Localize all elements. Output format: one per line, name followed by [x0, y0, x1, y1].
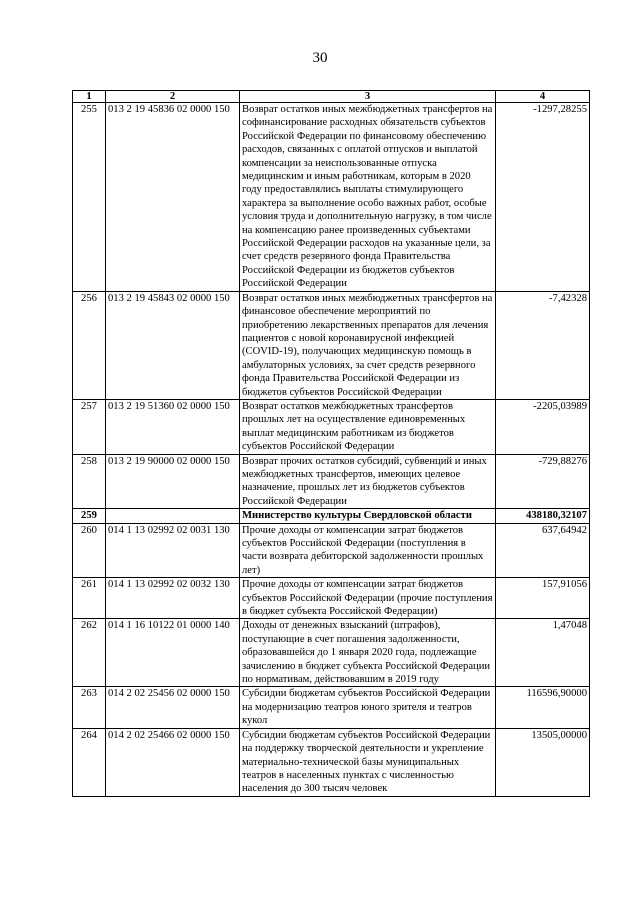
header-col-4: 4 [496, 91, 590, 103]
table-row [73, 728, 590, 796]
table-row [73, 454, 590, 509]
header-col-1: 1 [73, 91, 106, 103]
amount: 637,64942 [496, 523, 590, 578]
table-row [73, 399, 590, 454]
amount: 1,47048 [496, 619, 590, 687]
table-row [73, 291, 590, 399]
header-col-3: 3 [240, 91, 496, 103]
amount: -1297,28255 [496, 103, 590, 292]
section-title: Министерство культуры Свердловской области [240, 509, 496, 523]
row-number: 256 [73, 291, 106, 399]
row-number: 259 [73, 509, 106, 523]
table-header [73, 91, 590, 103]
revenue-description: Возврат остатков иных межбюджетных трансфертов на финансовое обеспечение мероприятий по приобретению лекарственных препаратов для лечения пациентов с новой коронавирусной инфекцией (COVID-19), получающих медицинскую помощь в амбулаторных условиях, за счет средств резервного фонда Правительства Российской Федерации из бюджетов субъектов Российской Федерации [240, 291, 496, 399]
table-row [73, 578, 590, 619]
revenue-table [72, 90, 590, 797]
revenue-description: Прочие доходы от компенсации затрат бюджетов субъектов Российской Федерации (поступления в части возврата дебиторской задолженности прошлых лет) [240, 523, 496, 578]
amount: -7,42328 [496, 291, 590, 399]
table-row [73, 103, 590, 292]
row-number: 264 [73, 728, 106, 796]
revenue-description: Возврат остатков иных межбюджетных трансфертов на софинансирование расходных обязательств субъектов Российской Федерации по финансовому обеспечению расходов, связанных с оплатой отпусков и выплатой компенсации за неиспользованные отпуска медицинским и иным работникам, которым в 2020 году предоставлялись выплаты стимулирующего характера за выполнение особо важных работ, особые условия труда и дополнительную нагрузку, в том числе на компенсацию ранее произведенных субъектами Российской Федерации расходов на указанные цели, за счет средств резервного фонда Правительства Российской Федерации из бюджетов субъектов Российской Федерации [240, 103, 496, 292]
amount: -2205,03989 [496, 399, 590, 454]
revenue-description: Возврат прочих остатков субсидий, субвенций и иных межбюджетных трансфертов, имеющих целевое назначение, прошлых лет из бюджетов субъектов Российской Федерации [240, 454, 496, 509]
amount: 157,91056 [496, 578, 590, 619]
budget-code: 014 1 13 02992 02 0032 130 [106, 578, 240, 619]
page-number: 30 [312, 50, 328, 66]
budget-code: 014 1 13 02992 02 0031 130 [106, 523, 240, 578]
header-row [73, 91, 590, 103]
row-number: 257 [73, 399, 106, 454]
budget-code: 013 2 19 51360 02 0000 150 [106, 399, 240, 454]
amount: 116596,90000 [496, 687, 590, 728]
table-body [73, 103, 590, 797]
row-number: 261 [73, 578, 106, 619]
row-number: 260 [73, 523, 106, 578]
revenue-description: Прочие доходы от компенсации затрат бюджетов субъектов Российской Федерации (прочие поступления в бюджет субъекта Российской Федерации) [240, 578, 496, 619]
budget-code: 014 2 02 25456 02 0000 150 [106, 687, 240, 728]
budget-code: 014 2 02 25466 02 0000 150 [106, 728, 240, 796]
budget-code [106, 509, 240, 523]
revenue-description: Субсидии бюджетам субъектов Российской Федерации на поддержку творческой деятельности и укрепление материально-технической базы муниципальных театров в населенных пунктах с численностью населения до 300 тысяч человек [240, 728, 496, 796]
section-total: 438180,32107 [496, 509, 590, 523]
table-row [73, 687, 590, 728]
budget-code: 013 2 19 90000 02 0000 150 [106, 454, 240, 509]
row-number: 255 [73, 103, 106, 292]
amount: 13505,00000 [496, 728, 590, 796]
budget-code: 013 2 19 45836 02 0000 150 [106, 103, 240, 292]
amount: -729,88276 [496, 454, 590, 509]
budget-code: 014 1 16 10122 01 0000 140 [106, 619, 240, 687]
section-row [73, 509, 590, 523]
revenue-description: Субсидии бюджетам субъектов Российской Федерации на модернизацию театров юного зрителя и театров кукол [240, 687, 496, 728]
budget-code: 013 2 19 45843 02 0000 150 [106, 291, 240, 399]
row-number: 262 [73, 619, 106, 687]
table-row [73, 619, 590, 687]
header-col-2: 2 [106, 91, 240, 103]
revenue-description: Возврат остатков межбюджетных трансфертов прошлых лет на осуществление единовременных выплат медицинским работникам из бюджетов субъектов Российской Федерации [240, 399, 496, 454]
table-row [73, 523, 590, 578]
revenue-description: Доходы от денежных взысканий (штрафов), поступающие в счет погашения задолженности, образовавшейся до 1 января 2020 года, подлежащие зачислению в бюджет субъекта Российской Федерации по нормативам, действовавшим в 2019 году [240, 619, 496, 687]
row-number: 258 [73, 454, 106, 509]
row-number: 263 [73, 687, 106, 728]
